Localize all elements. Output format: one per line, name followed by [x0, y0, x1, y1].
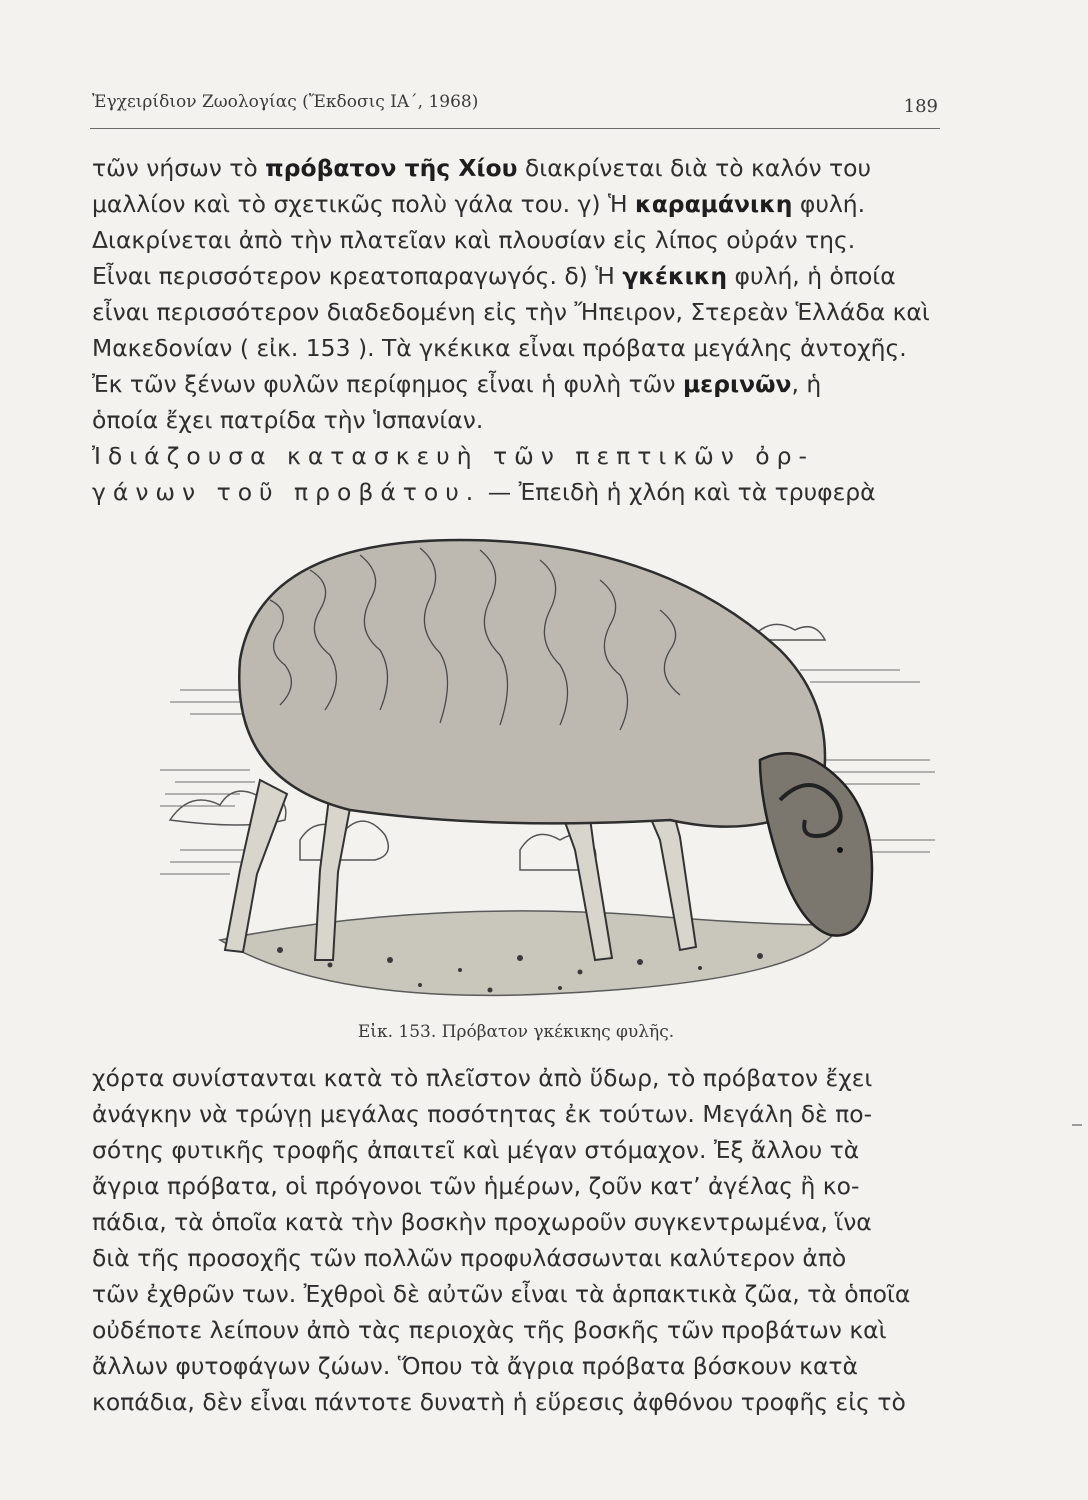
text-segment: Εἶναι περισσότερον κρεατοπαραγωγός. δ) Ἡ	[92, 262, 623, 290]
text-segment: διὰ τῆς προσοχῆς τῶν πολλῶν προφυλάσσωνται καλύτερον ἀπὸ	[92, 1244, 847, 1272]
figure-caption: Εἰκ. 153. Πρόβατον γκέκικης φυλῆς.	[357, 1022, 675, 1042]
text-segment: σότης φυτικῆς τροφῆς ἀπαιτεῖ καὶ μέγαν στόμαχον. Ἐξ ἄλλου τὰ	[92, 1136, 860, 1164]
lower-line	[92, 1240, 940, 1276]
text-segment: τῶν ἐχθρῶν των. Ἐχθροὶ δὲ αὐτῶν εἶναι τὰ ἁρπακτικὰ ζῶα, τὰ ὁποῖα	[92, 1280, 911, 1308]
text-segment: Διακρίνεται ἀπὸ τὴν πλατεῖαν καὶ πλουσίαν εἰς λίπος οὐράν της.	[92, 226, 856, 254]
upper-line	[92, 150, 940, 186]
text-segment: ἄλλων φυτοφάγων ζώων. Ὅπου τὰ ἄγρια πρόβατα βόσκουν κατὰ	[92, 1352, 858, 1380]
sheep-head	[760, 753, 872, 935]
bold-term: γκέκικη	[622, 262, 728, 290]
text-segment: Μακεδονίαν ( εἰκ. 153 ). Τὰ γκέκικα εἶναι πρόβατα μεγάλης ἀντοχῆς.	[92, 334, 907, 362]
ground	[220, 911, 840, 995]
text-segment: μαλλίον καὶ τὸ σχετικῶς πολὺ γάλα του. γ) Ἡ	[92, 190, 636, 218]
upper-line	[92, 402, 940, 438]
text-segment: ὁποία ἔχει πατρίδα τὴν Ἱσπανίαν.	[92, 406, 484, 434]
upper-line	[92, 366, 940, 402]
running-head	[92, 92, 938, 117]
lower-line	[92, 1312, 940, 1348]
upper-line	[92, 222, 940, 258]
upper-line	[92, 186, 940, 222]
sheep-body	[239, 540, 825, 827]
margin-mark	[1072, 1124, 1082, 1126]
text-segment: τῶν νήσων τὸ	[92, 154, 266, 182]
lower-line	[92, 1096, 940, 1132]
lower-line	[92, 1384, 940, 1420]
lower-line	[92, 1204, 940, 1240]
text-segment: φυλή, ἡ ὁποία	[727, 262, 896, 290]
bold-term: καραμάνικη	[635, 190, 793, 218]
bold-term: μερινῶν	[682, 370, 792, 398]
running-head-title: Ἐγχειρίδιον Ζωολογίας (Ἔκδοσις ΙΑ΄, 1968)	[92, 92, 479, 112]
lower-line	[92, 1168, 940, 1204]
header-rule	[90, 128, 940, 129]
text-segment: γάνων τοῦ προβάτου.	[92, 478, 481, 506]
lower-line	[92, 1276, 940, 1312]
text-segment: κοπάδια, δὲν εἶναι πάντοτε δυνατὴ ἡ εὕρεσις ἀφθόνου τροφῆς εἰς τὸ	[92, 1388, 906, 1416]
bold-term: πρόβατον τῆς Χίου	[265, 154, 518, 182]
lower-line	[92, 1348, 940, 1384]
text-segment: ἄγρια πρόβατα, οἱ πρόγονοι τῶν ἡμέρων, ζοῦν κατ’ ἀγέλας ἢ κο-	[92, 1172, 860, 1200]
sheep-illustration	[160, 520, 940, 1020]
upper-line	[92, 330, 940, 366]
lower-line	[92, 1132, 940, 1168]
upper-line	[92, 258, 940, 294]
text-segment: , ἡ	[791, 370, 822, 398]
text-segment: φυλή.	[792, 190, 866, 218]
text-segment: — Ἐπειδὴ ἡ χλόη καὶ τὰ τρυφερὰ	[480, 478, 876, 506]
text-segment: Ἰδιάζουσα κατασκευὴ τῶν πεπτικῶν ὀρ-	[92, 442, 814, 470]
text-segment: οὐδέποτε λείπουν ἀπὸ τὰς περιοχὰς τῆς βοσκῆς τῶν προβάτων καὶ	[92, 1316, 887, 1344]
page-number: 189	[903, 96, 938, 117]
text-segment: Ἐκ τῶν ξένων φυλῶν περίφημος εἶναι ἡ φυλὴ τῶν	[92, 370, 683, 398]
lower-text-block	[92, 1060, 940, 1420]
text-segment: πάδια, τὰ ὁποῖα κατὰ τὴν βοσκὴν προχωροῦν συγκεντρωμένα, ἵνα	[92, 1208, 872, 1236]
upper-line	[92, 438, 940, 474]
upper-line	[92, 294, 940, 330]
text-segment: ἀνάγκην νὰ τρώγῃ μεγάλας ποσότητας ἐκ τούτων. Μεγάλη δὲ πο-	[92, 1100, 873, 1128]
upper-text-block	[92, 150, 940, 510]
text-segment: χόρτα συνίστανται κατὰ τὸ πλεῖστον ἀπὸ ὕδωρ, τὸ πρόβατον ἔχει	[92, 1064, 873, 1092]
text-segment: διακρίνεται διὰ τὸ καλόν του	[517, 154, 872, 182]
lower-line	[92, 1060, 940, 1096]
upper-line	[92, 474, 940, 510]
text-segment: εἶναι περισσότερον διαδεδομένη εἰς τὴν Ἤπειρον, Στερεὰν Ἑλλάδα καὶ	[92, 298, 930, 326]
